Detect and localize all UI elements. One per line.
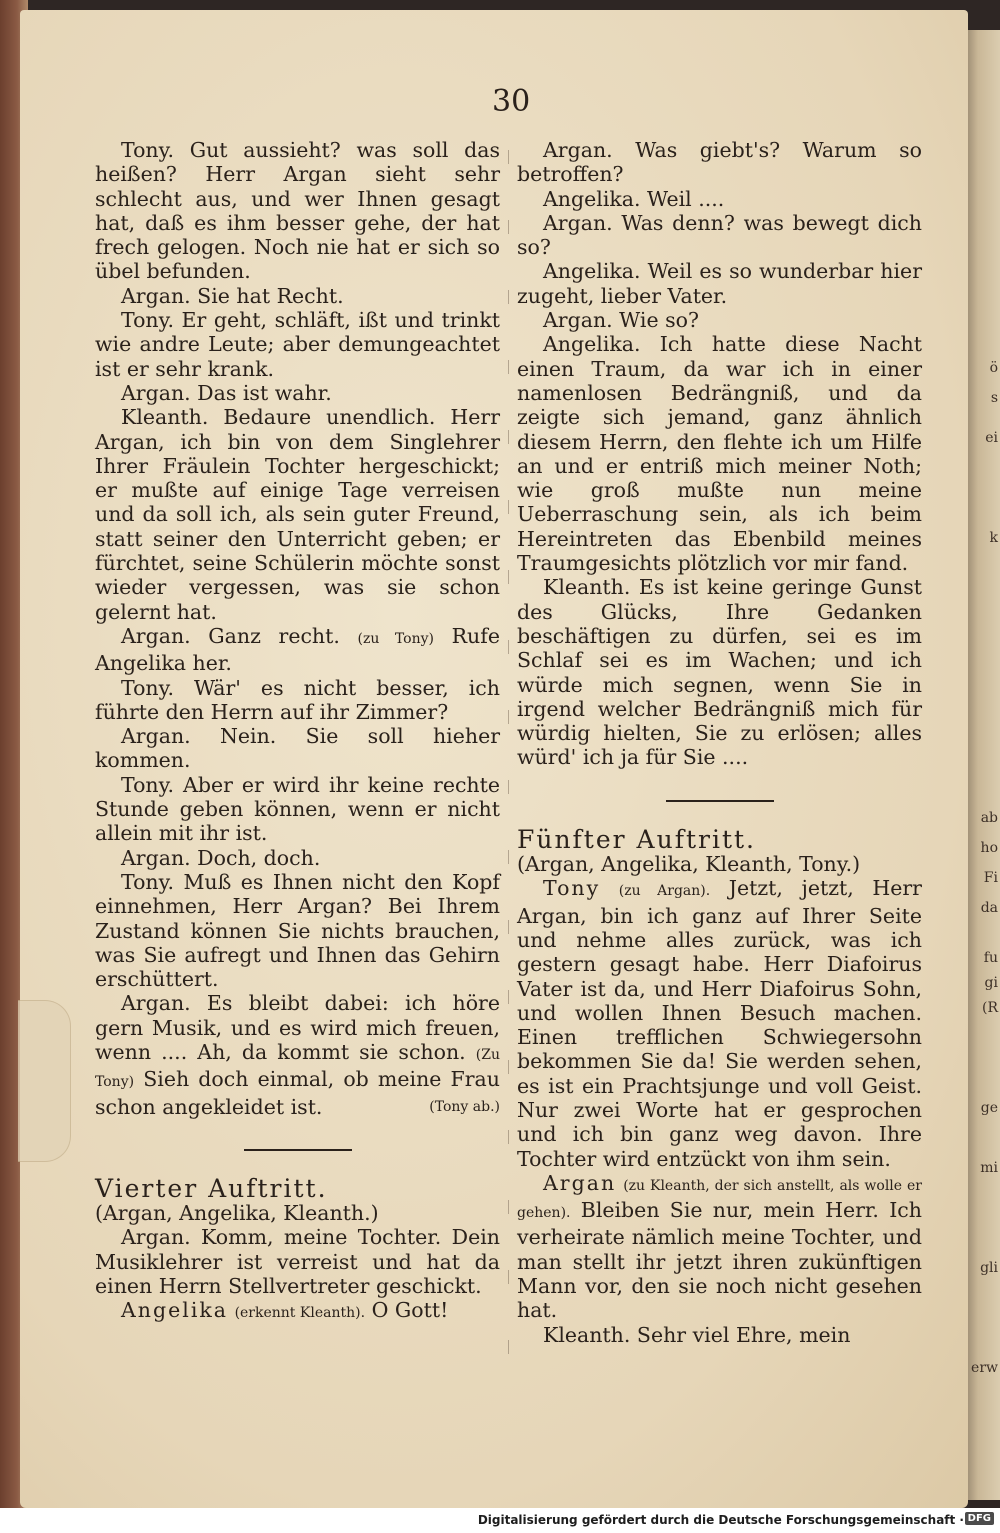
text-paragraph: Kleanth. Es ist keine geringe Gunst des Glücks, Ihre Gedanken beschäftigen zu dürfen, sei es im Schlaf sei es im Wachen; und ich würde mich segnen, wenn Sie in irgend welcher Bedrängniß mich für würdig hielten, Sie zu erlösen; alles würd' ich ja für Sie ....	[517, 575, 922, 770]
next-page-fragment: s	[990, 390, 998, 406]
scene-heading: Fünfter Auftritt.	[517, 824, 756, 854]
scene-divider	[666, 800, 774, 802]
speech-text: Argan. Ganz recht.	[121, 623, 340, 648]
text-paragraph	[95, 1298, 500, 1325]
speech-text: Sieh doch einmal, ob meine Frau schon angekleidet ist.	[95, 1067, 500, 1119]
speech-text: Jetzt, jetzt, Herr Argan, bin ich ganz auf Ihrer Seite und nehme alles zurück, was ich gestern gesagt habe. Herr Diafoirus Vater ist da, und Herr Diafoirus Sohn, und wollen Ihnen Besuch machen. Einen trefflichen Schwiegersohn bekommen Sie da! Sie werden sehen, es ist ein Prachtsjunge und voll Geist. Nur zwei Worte hat er gesprochen und ich bin ganz weg davon. Ihre Tochter wird entzückt von ihm sein.	[517, 876, 922, 1171]
right-column	[517, 138, 922, 1347]
text-paragraph	[95, 624, 500, 676]
text-paragraph: Angelika. Weil ....	[543, 186, 725, 211]
next-page-fragment: Fi	[983, 870, 998, 886]
text-paragraph	[517, 1171, 922, 1323]
column-separator	[508, 150, 509, 1380]
dfg-logo-icon: DFG	[965, 1512, 994, 1525]
text-paragraph: Argan. Sie hat Recht.	[121, 283, 344, 308]
next-page-fragment: k	[989, 530, 998, 546]
scene-heading: Vierter Auftritt.	[95, 1173, 328, 1203]
text-paragraph: Tony. Wär' es nicht besser, ich führte den Herrn auf ihr Zimmer?	[95, 675, 500, 724]
next-page-fragment: ge	[980, 1100, 998, 1116]
next-page-fragment: ho	[980, 840, 998, 856]
next-page-fragment: erw	[971, 1360, 998, 1376]
scene-cast-list: (Argan, Angelika, Kleanth, Tony.)	[517, 852, 861, 877]
paper-tab	[18, 1000, 71, 1162]
text-paragraph: Argan. Was denn? was bewegt dich so?	[517, 210, 922, 260]
next-page-fragment: ö	[989, 360, 998, 376]
text-paragraph: Tony. Gut aussieht? was soll das heißen? Herr Argan sieht sehr schlecht aus, und wer Ihnen gesagt hat, daß es ihm besser gehe, der hat frech gelogen. Noch nie hat er sich so übel befunden.	[95, 138, 500, 284]
text-paragraph	[517, 876, 922, 1171]
speech-text: Argan. Es bleibt dabei: ich höre gern Musik, und es wird mich freuen, wenn .... Ah, da kommt sie schon.	[95, 991, 500, 1064]
text-paragraph: Argan. Wie so?	[543, 308, 699, 333]
speaker-name: Angelika	[121, 1298, 229, 1323]
page-number: 30	[492, 84, 531, 119]
next-page-fragment: mi	[980, 1160, 998, 1176]
stage-direction: (zu Kleanth, der sich anstellt, als wolle er gehen).	[517, 1177, 922, 1222]
scene-divider	[244, 1149, 352, 1151]
text-paragraph: Argan. Das ist wahr.	[121, 380, 332, 405]
text-paragraph: Argan. Nein. Sie soll hieher kommen.	[95, 724, 500, 773]
text-paragraph: Argan. Doch, doch.	[121, 845, 321, 870]
digitization-footer	[0, 1508, 1000, 1533]
text-paragraph: Angelika. Weil es so wunderbar hier zugeht, lieber Vater.	[517, 259, 922, 308]
next-page-fragment: gi	[984, 975, 998, 991]
text-paragraph: Kleanth. Bedaure unendlich. Herr Argan, ich bin von dem Singlehrer Ihrer Fräulein Tochter hergeschickt; er mußte auf einige Tage verreisen und da soll ich, als sein guter Freund, statt seiner den Unterricht geben; er fürchtet, seine Schülerin möchte sonst wieder vergessen, was sie schon gelernt hat.	[95, 405, 500, 624]
stage-direction: (zu Argan).	[618, 883, 711, 900]
next-page-fragment: ei	[985, 430, 998, 446]
text-paragraph	[95, 991, 500, 1118]
text-paragraph: Kleanth. Sehr viel Ehre, mein	[543, 1322, 851, 1347]
text-paragraph: Tony. Muß es Ihnen nicht den Kopf einnehmen, Herr Argan? Bei Ihrem Zustand können Sie nichts brauchen, was Sie aufregt und Ihnen das Gehirn erschüttert.	[95, 869, 500, 992]
speaker-name: Argan	[543, 1170, 617, 1195]
text-paragraph: Angelika. Ich hatte diese Nacht einen Traum, da war ich in einer namenlosen Bedrängniß, und da zeigte sich jemand, ganz ähnlich diesem Herrn, den flehte ich um Hilfe an und er entriß mich meiner Noth; wie groß mußte nun meine Ueberraschung sein, als ich beim Hereintreten das Ebenbild meines Traumgesichts plötzlich vor mir fand.	[517, 332, 922, 576]
stage-direction: (Tony ab.)	[429, 1098, 500, 1115]
text-paragraph: Argan. Komm, meine Tochter. Dein Musiklehrer ist verreist und hat da einen Herrn Stellvertreter geschickt.	[95, 1225, 500, 1299]
next-page-fragment: (R	[981, 1000, 998, 1016]
text-paragraph: Tony. Er geht, schläft, ißt und trinkt wie andre Leute; aber demungeachtet ist er sehr krank.	[95, 308, 500, 381]
next-page-fragment: ab	[980, 810, 998, 826]
speech-text: O Gott!	[371, 1298, 449, 1323]
speaker-name: Tony	[543, 876, 601, 901]
text-paragraph: Argan. Was giebt's? Warum so betroffen?	[517, 138, 922, 187]
stage-direction: (Zu Tony)	[95, 1046, 500, 1091]
speech-text: Bleiben Sie nur, mein Herr. Ich verheirate nämlich meine Tochter, und man stellt ihr jetzt ihren zukünftigen Mann vor, den sie noch nicht gesehen hat.	[517, 1198, 922, 1323]
stage-direction: (zu Tony)	[357, 630, 434, 647]
next-page-fragment: gli	[980, 1260, 998, 1276]
left-column	[95, 138, 500, 1326]
next-page-fragment: da	[980, 900, 998, 916]
text-paragraph: Tony. Aber er wird ihr keine rechte Stunde geben können, wenn er nicht allein mit ihr ist.	[95, 772, 500, 846]
next-page-fragment: fu	[983, 950, 998, 966]
footer-credit-text: Digitalisierung gefördert durch die Deutsche Forschungsgemeinschaft ·	[477, 1513, 964, 1527]
stage-direction: (erkennt Kleanth).	[234, 1305, 366, 1322]
speech-text: Rufe Angelika her.	[95, 623, 500, 676]
scene-cast-list: (Argan, Angelika, Kleanth.)	[95, 1201, 379, 1226]
